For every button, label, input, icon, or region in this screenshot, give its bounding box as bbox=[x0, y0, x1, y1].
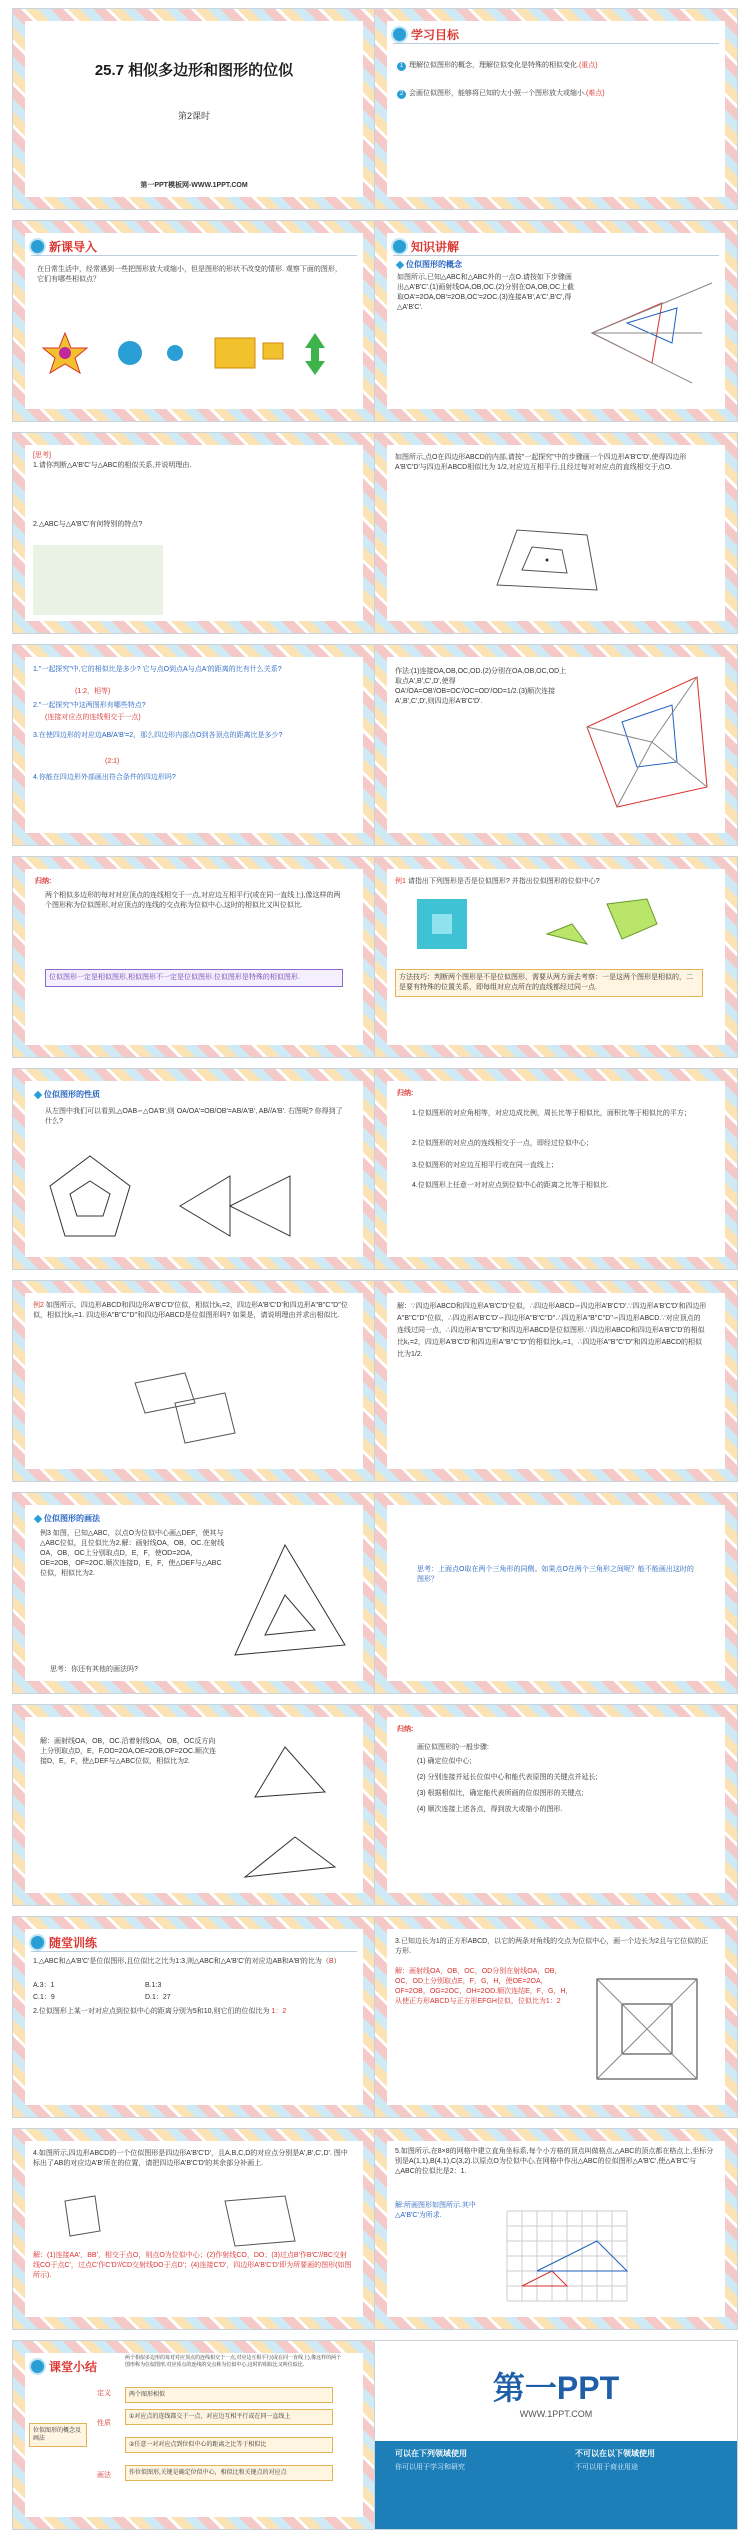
footer-text: 第一PPT模板网-WWW.1PPT.COM bbox=[140, 182, 248, 189]
summary-tag: 归纳: bbox=[35, 878, 52, 885]
exercise-3-solution: 解：画射线OA，OB，OC，OD分别在射线OA，OB，OC，OD上分别取点E，F，G，H，使OE=2OA，OF=2OB，OG=2OC，OH=2OD.顺次连结E，F，G，H，从使正方形ABCD与正方形EFGH位似，位似比为1：2 bbox=[395, 1968, 573, 2005]
slide-11 bbox=[12, 1068, 376, 1270]
question-3: 3.在使四边形的对应边AB/A'B'=2，那么四边形内部点O到各顶点的距离比是多少? bbox=[33, 732, 283, 739]
slide-23 bbox=[12, 2340, 376, 2530]
slide-6 bbox=[374, 432, 738, 634]
exploration-text: 如图所示,点O在四边形ABCD的内部,请按"一起探究"中的步骤画一个四边形A'B'C'D',使得四边形A'B'C'D'与四边形ABCD相似比为 1/2,对应边互相平行,且经过每对对应点的直线相交于点O. bbox=[395, 454, 687, 471]
question-4: 4.你能在四边形外部画出符合条件的四边形吗? bbox=[33, 774, 176, 781]
step-2: (2) 分别连接并延长位似中心和能代表原图的关键点并延长; bbox=[417, 1774, 598, 1781]
slide-18 bbox=[374, 1704, 738, 1906]
slide-4 bbox=[374, 220, 738, 422]
bullet-icon bbox=[31, 2360, 44, 2373]
definition-text: 两个相似多边形的每对对应顶点的连线相交于一点,对应边互相平行(或在同一直线上),像这样的两个图形称为位似图形,对应顶点的连线的交点称为位似中心,这时的相似比又叫位似比. bbox=[45, 892, 341, 909]
example-2: 例2 如图所示，四边形ABCD和四边形A'B'C'D'位似，相似比k₁=2，四边形A'B'C'D'和四边形A''B''C''D''位似，相似比k₂=1. 四边形A''B''C''D''和四边形ABCD是位似图形吗? 如果是，请说明理由并求出相似比. bbox=[33, 1302, 348, 1319]
heading: 新课导入 bbox=[49, 240, 98, 254]
note-box: 位似图形一定是相似图形,相似图形不一定是位似图形.位似图形是特殊的相似图形. bbox=[45, 969, 343, 987]
bullet-icon bbox=[393, 240, 406, 253]
squares-figure bbox=[587, 1969, 707, 2089]
question-2: 2."一起探究"中这两图形有哪些特点? bbox=[33, 702, 146, 709]
branch-definition: 两个图形相似 bbox=[125, 2387, 333, 2403]
branch-property-2: ②任意一对对应点到位似中心的距离之比等于相似比 bbox=[125, 2437, 333, 2453]
slide-7 bbox=[12, 644, 376, 846]
think-text: 思考：上面点O取在两个三角形的同侧。如果点O在两个三角形之间呢？能不能画出这时的图形？ bbox=[417, 1566, 694, 1583]
lesson-subtitle: 第2课时 bbox=[177, 111, 210, 121]
brand-url: WWW.1PPT.COM bbox=[519, 2409, 593, 2419]
brand-logo: 第一PPT bbox=[492, 2370, 620, 2406]
solution-text: 解：∵四边形ABCD和四边形A'B'C'D'位似，∴四边形ABCD∽四边形A'B'C'D'.∵四边形A'B'C'D'和四边形A''B''C''D''位似，∴四边形A'B'C'D'∽四边形A''B''C''D''.∴四边形A''B''C''D''∽四边形ABCD.∵对应顶点的连线过同一点，∴四边形A''B''C''D''和四边形ABCD是位似图形.∵四边形ABCD和四边形A'B'C'D'的相似比k₁=2，四边形A'B'C'D'和四边形A''B''C''D''的相似比k₂=1，∴四边形A''B''C''D''和四边形ABCD的相似比为1/2. bbox=[397, 1303, 707, 1358]
forbidden-title: 不可以在以下领域使用 bbox=[575, 2449, 655, 2458]
exercise-1: 1.△ABC和△A'B'C'是位似图形,且位似比之比为1:3,则△ABC和△A'B'C'的对应边AB和A'B'的比为（B） bbox=[33, 1958, 341, 1965]
branch-key-property: 性质 bbox=[97, 2420, 111, 2427]
subheading: 位似图形的画法 bbox=[35, 1513, 100, 1524]
question-1: 1.请你判断△A'B'C'与△ABC的相似关系,并说明理由. bbox=[33, 462, 192, 469]
slide-20 bbox=[374, 1916, 738, 2118]
summary-item-2: 2.位似图形的对应点的连线相交于一点，即经过位似中心； bbox=[412, 1140, 593, 1147]
summary-item-3: 3.位似图形的对应边互相平行或在同一直线上； bbox=[412, 1162, 558, 1169]
slide-9 bbox=[12, 856, 376, 1058]
bullet-icon bbox=[393, 28, 406, 41]
exercise-3: 3.已知边长为1的正方形ABCD，以它的两条对角线的交点为位似中心，画一个边长为2且与它位似的正方形. bbox=[395, 1938, 709, 1955]
slide-10 bbox=[374, 856, 738, 1058]
bullet-icon bbox=[31, 240, 44, 253]
think-tag: [思考] bbox=[33, 452, 51, 459]
exercise-4: 4.如图所示,四边形ABCD的一个位似图形是四边形A'B'C'D'，且A,B,C,D的对应点分别是A',B',C',D'. 图中标出了AB的对应边A'B'所在的位置，请把四边形A'B'C'D'的其余部分补画上. bbox=[33, 2150, 348, 2167]
slide-3 bbox=[12, 220, 376, 422]
bullet-icon bbox=[31, 1936, 44, 1949]
subheading: 位似图形的概念 bbox=[397, 259, 462, 270]
slide-1 bbox=[12, 8, 376, 210]
goal-2: 2 会画位似图形，能够将已知的大小照一个图形放大或缩小.(难点) bbox=[397, 89, 707, 99]
similar-shapes-illustration bbox=[35, 323, 355, 383]
step-4: (4) 顺次连接上述各点，得到放大或缩小的图形. bbox=[417, 1806, 563, 1813]
quadrilateral-construction-figure bbox=[577, 667, 717, 817]
quadrilateral-figure bbox=[45, 2191, 345, 2251]
example-figures bbox=[407, 894, 707, 954]
slide-8 bbox=[374, 644, 738, 846]
triangle-figure bbox=[225, 1535, 355, 1675]
quadrilaterals-figure bbox=[125, 1363, 255, 1453]
exercise-2: 2.位似图形上某一对对应点到位似中心的距离分别为5和10,则它们的位似比为 1：2 bbox=[33, 2008, 287, 2015]
steps-title: 画位似图形的一般步骤: bbox=[417, 1744, 489, 1751]
triangle-figure bbox=[225, 1737, 355, 1887]
question-1: 1."一起探究"中,它的相似比是多少? 它与点O到点A与点A'的距离的比有什么关系? bbox=[33, 666, 282, 673]
step-3: (3) 根据相似比，确定能代表所画的位似图形的关键点; bbox=[417, 1790, 584, 1797]
allowed-title: 可以在下列领域使用 bbox=[395, 2449, 467, 2458]
think-question: 思考：你还有其他的画法吗? bbox=[50, 1666, 138, 1673]
slide-16 bbox=[374, 1492, 738, 1694]
subheading: 位似图形的性质 bbox=[35, 1089, 100, 1100]
option-d: D.1：27 bbox=[145, 1994, 171, 2001]
lesson-title: 25.7 相似多边形和图形的位似 bbox=[94, 62, 294, 79]
goal-1: 1 理解位似图形的概念，理解位似变化是特殊的相似变化.(重点) bbox=[397, 61, 707, 71]
solution-text: 解：画射线OA，OB，OC.沿着射线OA，OB，OC反方向上分别取点D，E，F,OD=2OA,OE=2OB,OF=2OC.顺次连接D，E，F，使△DEF与△ABC位似，相似比为2. bbox=[40, 1738, 217, 1765]
question-2: 2.△ABC与△A'B'C'有何特别的特点? bbox=[33, 521, 143, 528]
example-question: 例1 请指出下列图形是否是位似图形? 并指出位似图形的位似中心? bbox=[395, 878, 600, 885]
example-3: 例3 如图，已知△ABC，以点O为位似中心画△DEF，使其与△ABC位似，且位似比为2.解：画射线OA，OB，OC.在射线OA，OB，OC上分别取点D，E，F，使OD=2OA，OE=2OB，OF=2OC.顺次连接D，E，F，使△DEF与△ABC位似，相似比为2. bbox=[40, 1530, 225, 1577]
summary-lead: 两个相似多边形的每对对应顶点的连线相交于一点,对应边互相平行(或在同一直线上),像这样的两个图形称为位似图形,对应顶点的连线的交点称为位似中心,这时的相似比又叫位似比. bbox=[125, 2355, 342, 2368]
slide-2 bbox=[374, 8, 738, 210]
homothety-figures bbox=[40, 1146, 350, 1246]
mindmap-root: 位似图形的概念及画法 bbox=[29, 2423, 87, 2447]
forbidden-text: 不可以用于商业用途 bbox=[575, 2464, 638, 2471]
summary-item-4: 4.位似图形上任意一对对应点到位似中心的距离之比等于相似比. bbox=[412, 1182, 609, 1189]
exercise-4-solution: 解：(1)连接AA'，BB'，相交于点O，则点O为位似中心；(2)作射线CO，DO；(3)过点B'作B'C'//BC交射线CO于点C'，过点C'作C'D'//CD交射线DO于点D'；(4)连接C'D'，四边形A'B'C'D'即为所要画的图形(如图所示). bbox=[33, 2252, 352, 2279]
reasoning-image bbox=[33, 545, 163, 615]
slide-24 bbox=[374, 2340, 738, 2530]
allowed-text: 你可以用于学习和研究 bbox=[395, 2464, 465, 2471]
exercise-5-solution: 解:所画图形如图所示.其中△A'B'C'为所求. bbox=[395, 2202, 476, 2219]
summary-item-1: 1.位似图形的对应角相等，对应边成比例，周长比等于相似比，面积比等于相似比的平方； bbox=[412, 1110, 691, 1117]
summary-tag: 归纳: bbox=[397, 1726, 414, 1733]
quadrilateral-figure bbox=[477, 515, 617, 605]
option-a: A.3：1 bbox=[33, 1982, 55, 1989]
branch-key-method: 画法 bbox=[97, 2472, 111, 2479]
heading: 学习目标 bbox=[411, 28, 460, 42]
method-tip-box: 方法技巧：判断两个图形是不是位似图形，需要从两方面去考察：一是这两个图形是相似的，二是要有特殊的位置关系，即每组对应点所在的直线都经过同一点. bbox=[395, 969, 703, 997]
heading: 知识讲解 bbox=[411, 240, 460, 254]
answer-1: (1:2，相等) bbox=[75, 688, 111, 695]
slide-12 bbox=[374, 1068, 738, 1270]
triangle-construction-figure bbox=[582, 273, 722, 403]
slide-21 bbox=[12, 2128, 376, 2330]
option-b: B.1:3 bbox=[145, 1982, 162, 1989]
answer-3: (2:1) bbox=[105, 758, 120, 765]
slide-15 bbox=[12, 1492, 376, 1694]
branch-method: 作位似图形,关键是确定位似中心，相似比和关键点的对应点 bbox=[125, 2465, 333, 2481]
exercise-5: 5.如图所示,在8×8的网格中建立直角坐标系,每个小方格的顶点叫做格点,△ABC的顶点都在格点上,坐标分别是A(1,1),B(4,1),C(3,2).以原点O为位似中心,在网格中作出△ABC的位似图形△A'B'C',使△A'B'C'与△ABC的位似比是2：1. bbox=[395, 2148, 714, 2175]
slide-13 bbox=[12, 1280, 376, 1482]
step-1: (1) 确定位似中心; bbox=[417, 1758, 472, 1765]
intro-text: 在日常生活中，经常遇到一些把图形放大或缩小，但是图形的形状不改变的情形. 观察下面的图形，它们有哪些相似点？ bbox=[37, 266, 342, 283]
branch-property-1: ①对应点的连线都交于一点，对应边互相平行或在同一直线上 bbox=[125, 2409, 333, 2425]
answer-2: (连接对应点的连线相交于一点) bbox=[45, 714, 141, 721]
slide-22 bbox=[374, 2128, 738, 2330]
construction-method: 作法:(1)连接OA,OB,OC,OD.(2)分别在OA,OB,OC,OD上取点A',B',C',D',使得OA'/OA=OB'/OB=OC'/OC=OD'/OD=1/2.(3)顺次连接A',B',C',D',则四边形A'B'C'D'. bbox=[395, 668, 567, 705]
slide-5 bbox=[12, 432, 376, 634]
branch-key-definition: 定义 bbox=[97, 2390, 111, 2397]
heading: 随堂训练 bbox=[49, 1936, 98, 1950]
slide-14 bbox=[374, 1280, 738, 1482]
summary-tag: 归纳: bbox=[397, 1090, 414, 1097]
slide-17 bbox=[12, 1704, 376, 1906]
grid-coordinate-figure bbox=[497, 2201, 637, 2311]
heading: 课堂小结 bbox=[49, 2360, 98, 2374]
construction-steps: 如图所示,已知△ABC和△ABC外的一点O.请按如下步骤画出△A'B'C'.(1)画射线OA,OB,OC.(2)分别在OA,OB,OC上截取OA'=2OA,OB'=2OB,OC'=2OC.(3)连接A'B',A'C',B'C',得△A'B'C'. bbox=[397, 274, 575, 311]
option-c: C.1：9 bbox=[33, 1994, 55, 2001]
property-text: 从左图中我们可以看到,△OAB∽△OA'B',则 OA/OA'=OB/OB'=AB/A'B', AB//A'B'. 右图呢? 你得到了什么? bbox=[45, 1108, 343, 1125]
slide-19 bbox=[12, 1916, 376, 2118]
